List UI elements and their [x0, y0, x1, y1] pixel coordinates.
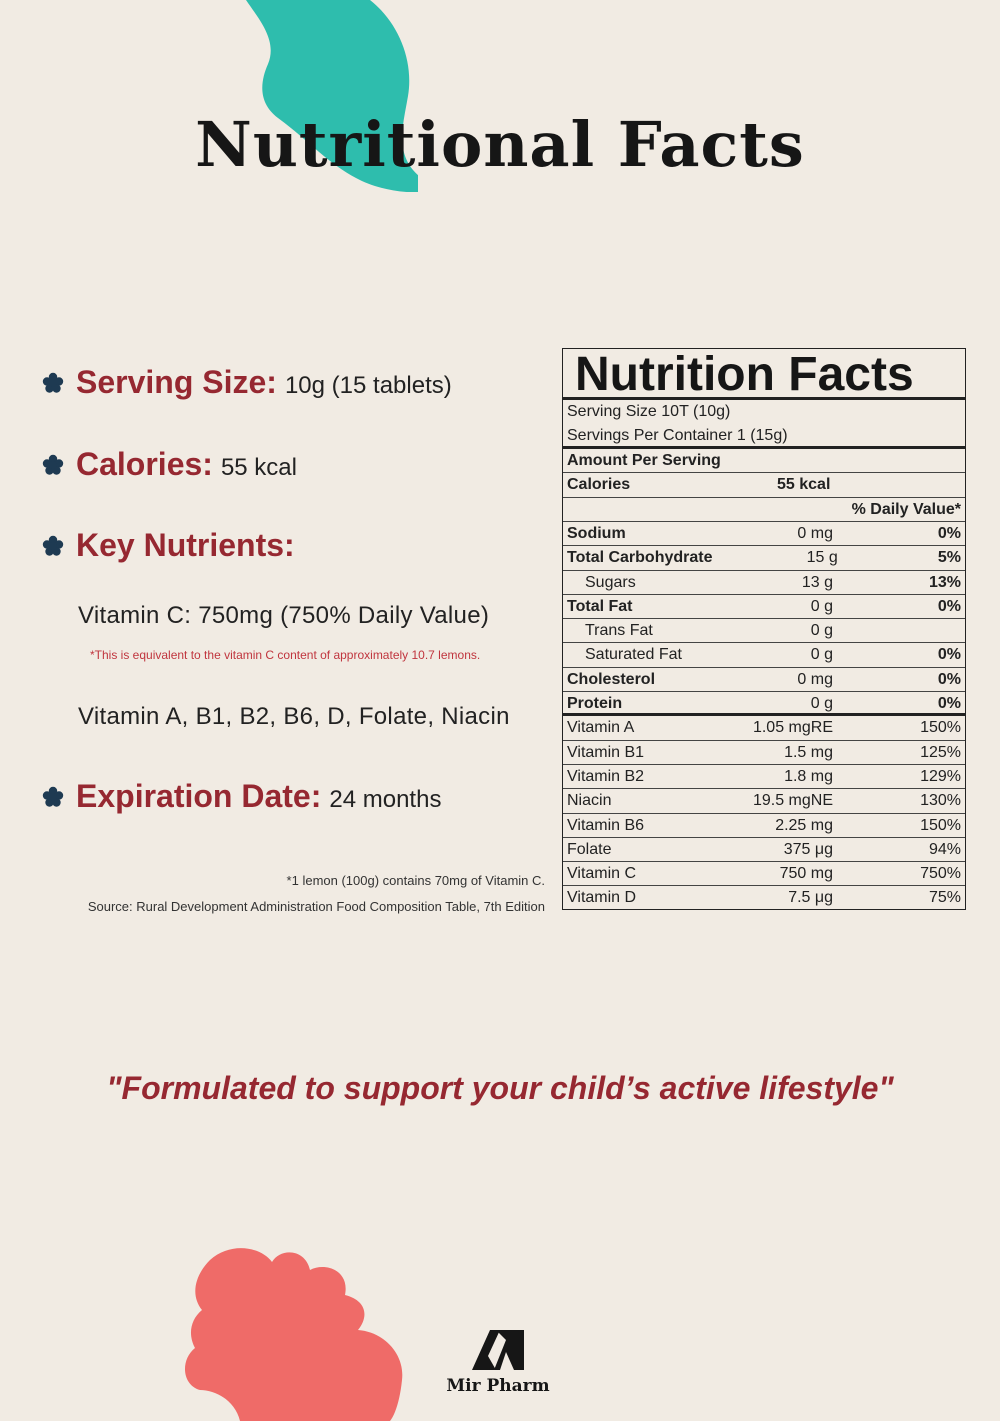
- serving-size-row: [42, 364, 452, 401]
- calories-row: [42, 446, 297, 483]
- nutrient-name: Total Carbohydrate: [567, 549, 713, 567]
- nutrient-row-total-fat: [563, 595, 965, 619]
- page-title: Nutritional Facts: [195, 108, 805, 181]
- source-footnote: Source: Rural Development Administration Food Composition Table, 7th Edition: [87, 899, 545, 914]
- nutrient-amount: 375 μg: [783, 840, 833, 858]
- calories-line: [563, 473, 965, 497]
- nutrient-name: Sodium: [567, 524, 626, 542]
- coral-leaf-decoration: [180, 1240, 410, 1421]
- daily-value-header: % Daily Value*: [563, 498, 965, 522]
- nutrient-percent: [833, 619, 961, 642]
- vitamins-other-line: Vitamin A, B1, B2, B6, D, Folate, Niacin: [78, 703, 510, 730]
- serving-size-value: 10g (15 tablets): [284, 372, 452, 399]
- nutrient-name: Vitamin B1: [567, 743, 645, 761]
- nutrient-row-total-carbohydrate: [563, 546, 965, 570]
- lemon-footnote: *1 lemon (100g) contains 70mg of Vitamin C.: [286, 873, 545, 888]
- nutrient-amount: 1.05 mgRE: [752, 719, 833, 737]
- nutrient-percent: 129%: [920, 767, 961, 785]
- nutrient-percent: 150%: [920, 816, 961, 834]
- calories-line-label: Calories: [567, 476, 631, 494]
- nutrient-name: Trans Fat: [585, 622, 653, 640]
- flower-bullet-icon: [42, 786, 64, 808]
- nutrient-name: Protein: [567, 695, 623, 713]
- nutrient-name: Vitamin C: [567, 865, 637, 883]
- nutrient-name: Vitamin B2: [567, 767, 645, 785]
- expiration-value: 24 months: [329, 786, 442, 813]
- calories-label: Calories:: [76, 446, 213, 482]
- nutrient-name: Saturated Fat: [585, 646, 682, 664]
- nutrient-amount: 15 g: [806, 549, 838, 567]
- serving-size-label: Serving Size:: [76, 364, 277, 400]
- nutrient-row-sugars: [563, 571, 965, 595]
- panel-title: Nutrition Facts: [563, 349, 965, 400]
- nutrient-row-vitamin-b1: [563, 741, 965, 765]
- servings-per-container-line: Servings Per Container 1 (15g): [563, 424, 965, 448]
- nutrient-row-folate: [563, 838, 965, 862]
- nutrient-row-vitamin-b2: [563, 765, 965, 789]
- nutrient-row-vitamin-c: [563, 862, 965, 886]
- nutrient-name: Folate: [567, 840, 612, 858]
- nutrient-row-vitamin-d: [563, 886, 965, 910]
- calories-value: 55 kcal: [220, 454, 297, 481]
- nutrient-name: Vitamin D: [567, 889, 637, 907]
- nutrient-percent: 125%: [920, 743, 961, 761]
- nutrient-percent: 0%: [937, 670, 961, 688]
- nutrient-amount: 750 mg: [779, 865, 833, 883]
- amount-per-serving-line: Amount Per Serving: [563, 449, 965, 473]
- nutrient-percent: 0%: [937, 646, 961, 664]
- nutrient-amount: 1.8 mg: [784, 767, 833, 785]
- nutrient-row-trans-fat: [563, 619, 965, 643]
- vitamin-c-line: Vitamin C: 750mg (750% Daily Value): [78, 602, 490, 629]
- nutrient-row-vitamin-b6: [563, 814, 965, 838]
- nutrient-amount: 19.5 mgNE: [752, 792, 833, 810]
- flower-bullet-icon: [42, 372, 64, 394]
- nutrient-percent: 150%: [920, 719, 961, 737]
- nutrient-row-protein: [563, 692, 965, 716]
- calories-line-value: 55 kcal: [777, 476, 831, 494]
- nutrient-amount: 0 g: [810, 695, 833, 713]
- key-nutrients-row: [42, 527, 303, 564]
- nutrient-percent: 0%: [937, 695, 961, 713]
- nutrient-percent: 5%: [937, 549, 961, 567]
- nutrient-amount: 1.5 mg: [784, 743, 833, 761]
- nutrient-amount: 0 g: [810, 646, 833, 664]
- serving-size-line: Serving Size 10T (10g): [567, 403, 731, 420]
- mir-pharm-logo: [470, 1326, 526, 1372]
- flower-bullet-icon: [42, 454, 64, 476]
- nutrient-percent: 75%: [928, 889, 961, 907]
- nutrient-amount: 7.5 μg: [788, 889, 833, 907]
- nutrient-percent: 94%: [928, 840, 961, 858]
- nutrient-percent: 0%: [937, 597, 961, 615]
- expiration-label: Expiration Date:: [76, 778, 322, 814]
- nutrient-name: Vitamin B6: [567, 816, 645, 834]
- nutrient-row-niacin: [563, 789, 965, 813]
- tagline: "Formulated to support your child’s active lifestyle": [106, 1070, 894, 1106]
- brand-name: Mir Pharm: [446, 1376, 550, 1396]
- nutrient-name: Cholesterol: [567, 670, 656, 688]
- nutrient-percent: 750%: [920, 865, 961, 883]
- nutrient-percent: 130%: [920, 792, 961, 810]
- key-nutrients-label: Key Nutrients:: [76, 527, 295, 563]
- vitamin-c-note: *This is equivalent to the vitamin C content of approximately 10.7 lemons.: [90, 648, 481, 662]
- nutrient-amount: 0 g: [810, 622, 833, 640]
- nutrient-percent: 13%: [928, 573, 961, 591]
- expiration-row: [42, 778, 441, 815]
- nutrient-row-sodium: [563, 522, 965, 546]
- nutrient-name: Total Fat: [567, 597, 633, 615]
- nutrient-name: Vitamin A: [567, 719, 635, 737]
- nutrient-amount: 0 mg: [797, 670, 833, 688]
- nutrient-name: Niacin: [567, 792, 612, 810]
- nutrient-percent: 0%: [937, 524, 961, 542]
- brand: [440, 1326, 556, 1396]
- nutrient-amount: 0 g: [810, 597, 833, 615]
- nutrition-facts-panel: [562, 348, 966, 910]
- nutrient-name: Sugars: [585, 573, 636, 591]
- nutrient-row-vitamin-a: [563, 716, 965, 740]
- nutrient-amount: 0 mg: [797, 524, 833, 542]
- flower-bullet-icon: [42, 535, 64, 557]
- nutrient-amount: 2.25 mg: [775, 816, 833, 834]
- nutrient-row-saturated-fat: [563, 643, 965, 667]
- nutrient-row-cholesterol: [563, 668, 965, 692]
- nutrient-amount: 13 g: [801, 573, 833, 591]
